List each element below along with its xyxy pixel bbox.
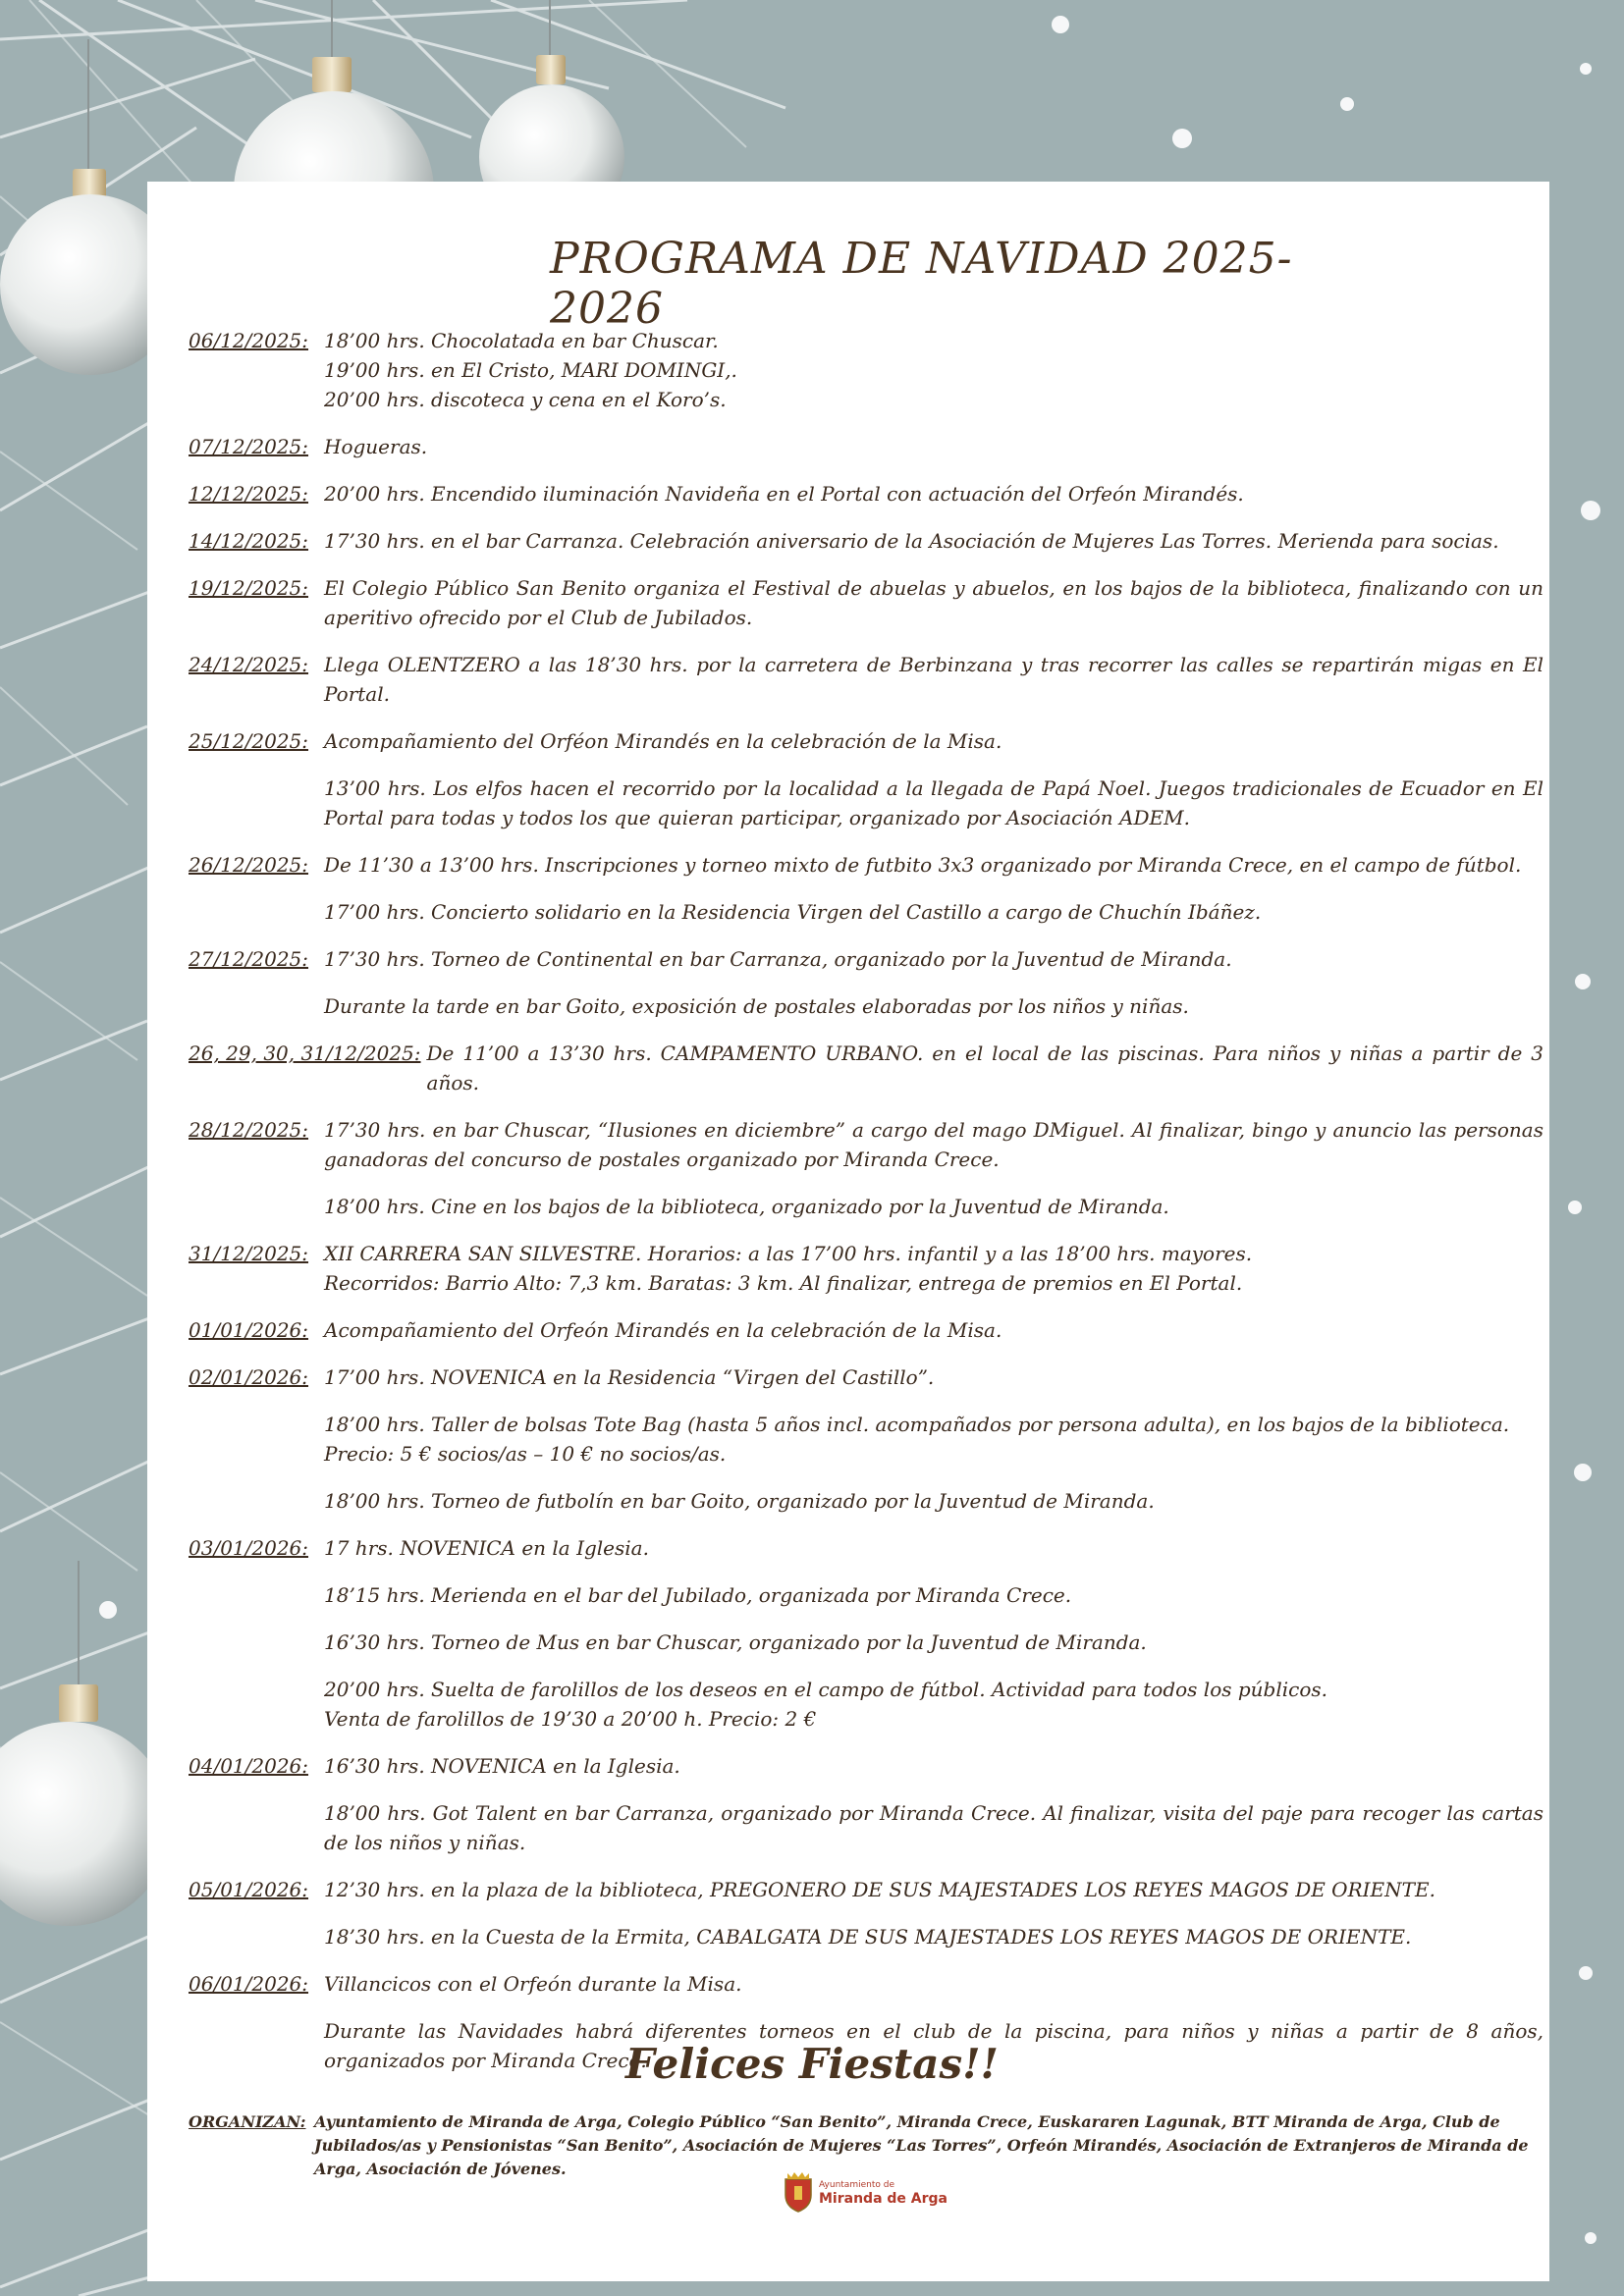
event-row [189,326,1543,414]
event-item: 18’00 hrs. Torneo de futbolín en bar Goito, organizado por la Juventud de Miranda. [324,1489,1155,1513]
event-items [324,850,1543,927]
event-date: 14/12/2025: [189,529,309,553]
event-items [324,573,1543,632]
event-item: XII CARRERA SAN SILVESTRE. Horarios: a las 17’00 hrs. infantil y a las 18’00 hrs. mayores. Recorridos: Barrio Alto: 7,3 km. Baratas: 3 km. Al finalizar, entrega de premios en El Portal. [324,1242,1253,1295]
event-items [427,1039,1543,1097]
event-items [324,1315,1543,1345]
event-row [189,1115,1543,1221]
event-items [324,326,1543,414]
event-items [324,1115,1543,1221]
event-item: Llega OLENTZERO a las 18’30 hrs. por la carretera de Berbinzana y tras recorrer las calles se repartirán migas en El Portal. [324,653,1543,706]
event-items [324,1875,1543,1951]
event-items [324,650,1543,709]
event-item: 17’00 hrs. Concierto solidario en la Residencia Virgen del Castillo a cargo de Chuchín Ibáñez. [324,900,1262,924]
event-date: 01/01/2026: [189,1318,309,1342]
event-date: 03/01/2026: [189,1536,309,1560]
event-item: 18’15 hrs. Merienda en el bar del Jubilado, organizada por Miranda Crece. [324,1583,1072,1607]
event-items [324,944,1543,1021]
page-title: PROGRAMA DE NAVIDAD 2025-2026 [550,234,1293,334]
event-item: 17 hrs. NOVENICA en la Iglesia. [324,1536,649,1560]
event-item: 17’30 hrs. Torneo de Continental en bar Carranza, organizado por la Juventud de Miranda. [324,947,1232,971]
event-item: Durante la tarde en bar Goito, exposición de postales elaboradas por los niños y niñas. [324,994,1189,1018]
event-items [324,1239,1543,1298]
event-row [189,650,1543,709]
event-date: 25/12/2025: [189,729,309,753]
event-date: 24/12/2025: [189,653,309,676]
event-item: De 11’00 a 13’30 hrs. CAMPAMENTO URBANO. en el local de las piscinas. Para niños y niñas a partir de 3 años. [426,1041,1543,1095]
event-item: Durante las Navidades habrá diferentes torneos en el club de la piscina, para niños y niñas a partir de 8 años, organizados por Miranda Crece. [324,2019,1543,2072]
event-item: 17’30 hrs. en bar Chuscar, “Ilusiones en diciembre” a cargo del mago DMiguel. Al finalizar, bingo y anuncio las personas ganadoras del concurso de postales organizado por Miranda Crece. [324,1118,1543,1171]
event-item: 18’00 hrs. Got Talent en bar Carranza, organizado por Miranda Crece. Al finalizar, visita del paje para recoger las cartas de los niños y niñas. [324,1801,1543,1854]
event-row [189,1533,1543,1734]
event-date: 26/12/2025: [189,853,309,877]
event-item: 17’30 hrs. en el bar Carranza. Celebración aniversario de la Asociación de Mujeres Las Torres. Merienda para socias. [324,529,1499,553]
event-items [324,479,1543,508]
event-item: 20’00 hrs. Encendido iluminación Navideña en el Portal con actuación del Orfeón Mirandés. [324,482,1244,506]
event-row [189,573,1543,632]
event-item: 18’00 hrs. Cine en los bajos de la biblioteca, organizado por la Juventud de Miranda. [324,1195,1169,1218]
event-row [189,850,1543,927]
event-row [189,432,1543,461]
event-item: 17’00 hrs. NOVENICA en la Residencia “Virgen del Castillo”. [324,1365,935,1389]
event-items [324,1362,1543,1516]
event-item: Hogueras. [324,435,428,458]
logo-line-1: Ayuntamiento de [819,2180,894,2190]
event-item: Acompañamiento del Orféon Mirandés en la celebración de la Misa. [324,729,1002,753]
event-date: 04/01/2026: [189,1754,309,1778]
event-items [324,1533,1543,1734]
event-row [189,479,1543,508]
event-item: 13’00 hrs. Los elfos hacen el recorrido por la localidad a la llegada de Papá Noel. Juegos tradicionales de Ecuador en El Portal para todas y todos los que quieran participar, organizado por Asociación ADEM. [324,776,1543,829]
event-date: 06/12/2025: [189,329,309,352]
event-item: 20’00 hrs. Suelta de farolillos de los deseos en el campo de fútbol. Actividad para todos los públicos. Venta de farolillos de 19’30 a 20’00 h. Precio: 2 € [324,1678,1327,1731]
event-items [324,726,1543,832]
event-item: 16’30 hrs. NOVENICA en la Iglesia. [324,1754,680,1778]
event-date: 06/01/2026: [189,1972,309,1996]
event-row [189,1875,1543,1951]
event-item: El Colegio Público San Benito organiza el Festival de abuelas y abuelos, en los bajos de la biblioteca, finalizando con un aperitivo ofrecido por el Club de Jubilados. [324,576,1543,629]
event-date: 05/01/2026: [189,1878,309,1901]
event-date: 26, 29, 30, 31/12/2025: [189,1041,421,1065]
event-date: 27/12/2025: [189,947,309,971]
event-row [189,944,1543,1021]
event-item: 18’30 hrs. en la Cuesta de la Ermita, CABALGATA DE SUS MAJESTADES LOS REYES MAGOS DE ORIENTE. [324,1925,1412,1949]
event-row [189,1362,1543,1516]
event-date: 28/12/2025: [189,1118,309,1142]
event-row [189,526,1543,556]
events-list [189,326,1543,2093]
event-item: 18’00 hrs. Taller de bolsas Tote Bag (hasta 5 años incl. acompañados por persona adulta), en los bajos de la biblioteca. Precio: 5 € socios/as – 10 € no socios/as. [324,1413,1510,1466]
event-row [189,1315,1543,1345]
event-date: 12/12/2025: [189,482,309,506]
event-date: 19/12/2025: [189,576,309,600]
event-items [324,432,1543,461]
organizers-text: Ayuntamiento de Miranda de Arga, Colegio Público “San Benito”, Miranda Crece, Euskararen Lagunak, BTT Miranda de Arga, Club de Jubilados/as y Pensionistas “San Benito”, Asociación de Mujeres “Las Torres”, Orfeón Mirandés, Asociación de Extranjeros de Miranda de Arga, Asociación de Jóvenes. [314,2112,1529,2178]
town-hall-logo [782,2171,947,2213]
event-item: Acompañamiento del Orfeón Mirandés en la celebración de la Misa. [324,1318,1002,1342]
event-item: De 11’30 a 13’00 hrs. Inscripciones y torneo mixto de futbito 3x3 organizado por Miranda Crece, en el campo de fútbol. [324,853,1522,877]
logo-line-2: Miranda de Arga [819,2191,947,2207]
event-date: 31/12/2025: [189,1242,309,1265]
event-row [189,1239,1543,1298]
event-date: 02/01/2026: [189,1365,309,1389]
event-item: 18’00 hrs. Chocolatada en bar Chuscar. 19’00 hrs. en El Cristo, MARI DOMINGI,. 20’00 hrs. discoteca y cena en el Koro’s. [324,329,737,411]
event-date: 07/12/2025: [189,435,309,458]
coat-of-arms-icon [782,2171,815,2213]
event-item: 12’30 hrs. en la plaza de la biblioteca, PREGONERO DE SUS MAJESTADES LOS REYES MAGOS DE ORIENTE. [324,1878,1435,1901]
event-items [324,1751,1543,1857]
event-row [189,1751,1543,1857]
greeting-text: Felices Fiestas!! [625,2040,999,2088]
organizers-label: ORGANIZAN: [189,2112,306,2131]
event-item: Villancicos con el Orfeón durante la Misa. [324,1972,742,1996]
event-items [324,526,1543,556]
event-row [189,726,1543,832]
event-item: 16’30 hrs. Torneo de Mus en bar Chuscar, organizado por la Juventud de Miranda. [324,1630,1147,1654]
event-row [189,1039,1543,1097]
